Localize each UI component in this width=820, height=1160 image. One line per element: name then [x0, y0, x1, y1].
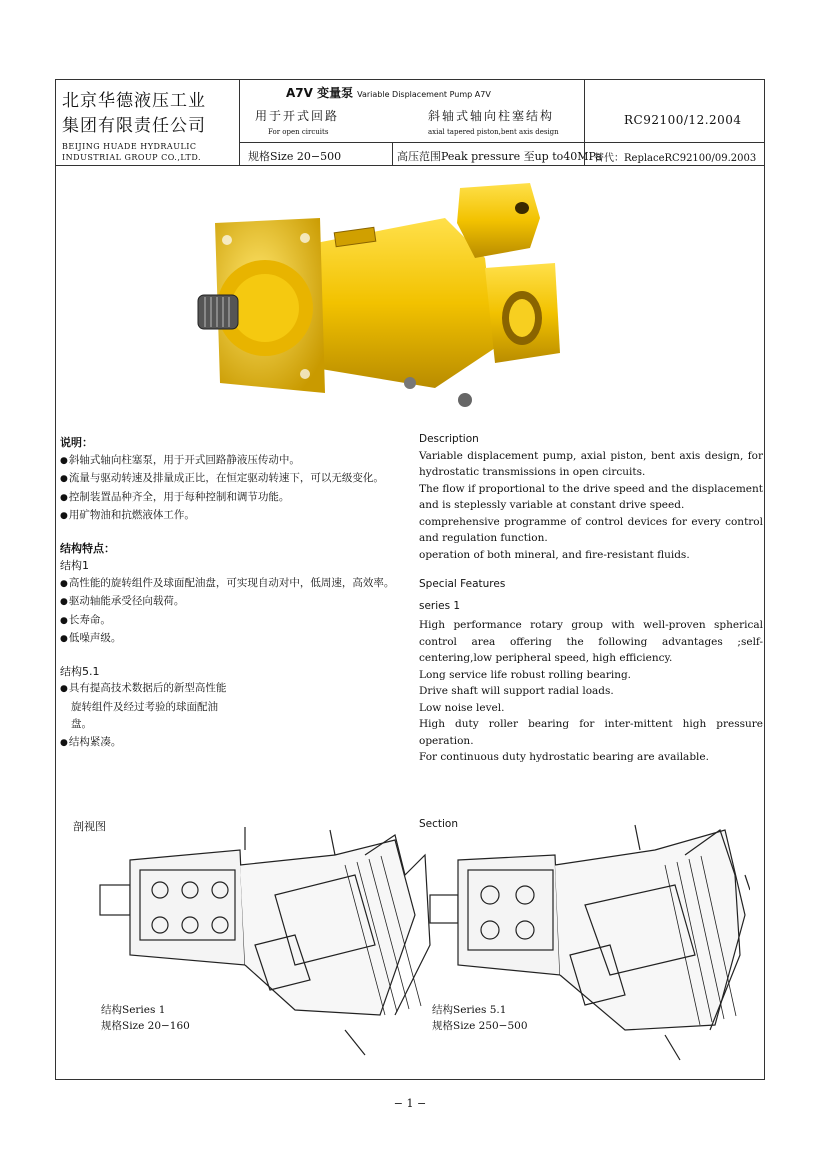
- paragraph: Long service life robust rolling bearing.: [419, 668, 632, 681]
- list-item: ● 高性能的旋转组件及球面配油盘，可实现自动对中，低周速，高效率。: [60, 575, 420, 594]
- company-name-en: BEIJING HUADE HYDRAULIC INDUSTRIAL GROUP CO.,LTD.: [62, 142, 202, 162]
- section-drawings: [95, 815, 750, 1065]
- page-number: − 1 −: [393, 1097, 427, 1110]
- design-type-en: axial tapered piston,bent axis design: [428, 128, 559, 136]
- description-heading-en: Description: [419, 433, 479, 445]
- paragraph: High duty roller bearing for inter-mittent high pressure operation.: [419, 718, 763, 747]
- list-item: ● 驱动轴能承受径向载荷。: [60, 593, 420, 612]
- features-heading-en: Special Features: [419, 578, 506, 590]
- features-heading-cn: 结构特点：: [60, 541, 115, 555]
- series51-heading-cn: 结构5.1: [60, 664, 100, 678]
- paragraph: Variable displacement pump, axial piston, bent axis design, for hydrostatic transmissions in open circuits.: [419, 449, 763, 478]
- circuit-type-en: For open circuits: [268, 128, 329, 136]
- english-text-column: [419, 431, 763, 766]
- list-item: ● 斜轴式轴向柱塞泵，用于开式回路静液压传动中。: [60, 452, 420, 471]
- peak-pressure: 高压范围Peak pressure 至up to40MPa: [397, 150, 602, 163]
- description-heading-cn: 说明：: [60, 436, 93, 449]
- document-title: A7V 变量泵 Variable Displacement Pump A7V: [286, 86, 491, 100]
- document-code: RC92100/12.2004: [624, 113, 742, 127]
- pump-photo: [195, 178, 575, 418]
- list-item-continuation: 旋转组件及经过考验的球面配油: [71, 700, 218, 713]
- chinese-text-column: [60, 434, 420, 752]
- design-type-cn: 斜轴式轴向柱塞结构: [428, 109, 555, 123]
- list-item: ● 流量与驱动转速及排量成正比，在恒定驱动转速下，可以无级变化。: [60, 470, 420, 489]
- paragraph: Drive shaft will support radial loads.: [419, 685, 614, 697]
- series-heading-en: series 1: [419, 600, 461, 612]
- list-item: ● 控制装置品种齐全，用于每种控制和调节功能。: [60, 489, 420, 508]
- list-item: ● 具有提高技术数据后的新型高性能: [60, 680, 420, 699]
- list-item: ● 低噪声级。: [60, 630, 420, 649]
- caption-series51: 结构Series 5.1 规格Size 250−500: [432, 1004, 528, 1032]
- paragraph: High performance rotary group with well-proven spherical control area offering the following advantages ;self-centering,low peripheral speed, high efficiency.: [419, 619, 763, 664]
- paragraph: The flow if proportional to the drive speed and the displacement and is steplessly variable at constant drive speed.: [419, 482, 763, 511]
- replaces-document: 替代：ReplaceRC92100/09.2003: [594, 153, 757, 164]
- size-range: 规格Size 20−500: [248, 150, 342, 163]
- caption-series1: 结构Series 1 规格Size 20−160: [101, 1004, 190, 1032]
- list-item-continuation: 盘。: [71, 718, 92, 730]
- paragraph: Low noise level.: [419, 701, 505, 714]
- company-name-cn: 北京华德液压工业 集团有限责任公司: [62, 91, 206, 136]
- list-item: ● 长寿命。: [60, 612, 420, 631]
- list-item: ● 用矿物油和抗燃液体工作。: [60, 507, 420, 526]
- list-item: ● 结构紧凑。: [60, 734, 420, 753]
- section-label-cn: 剖视图: [73, 820, 106, 833]
- paragraph: comprehensive programme of control devices for every control and regulation function.: [419, 515, 763, 544]
- paragraph: For continuous duty hydrostatic bearing are available.: [419, 751, 709, 763]
- section-label-en: Section: [419, 818, 459, 830]
- paragraph: operation of both mineral, and fire-resistant fluids.: [419, 548, 690, 561]
- circuit-type-cn: 用于开式回路: [255, 109, 340, 123]
- series1-heading-cn: 结构1: [60, 559, 89, 572]
